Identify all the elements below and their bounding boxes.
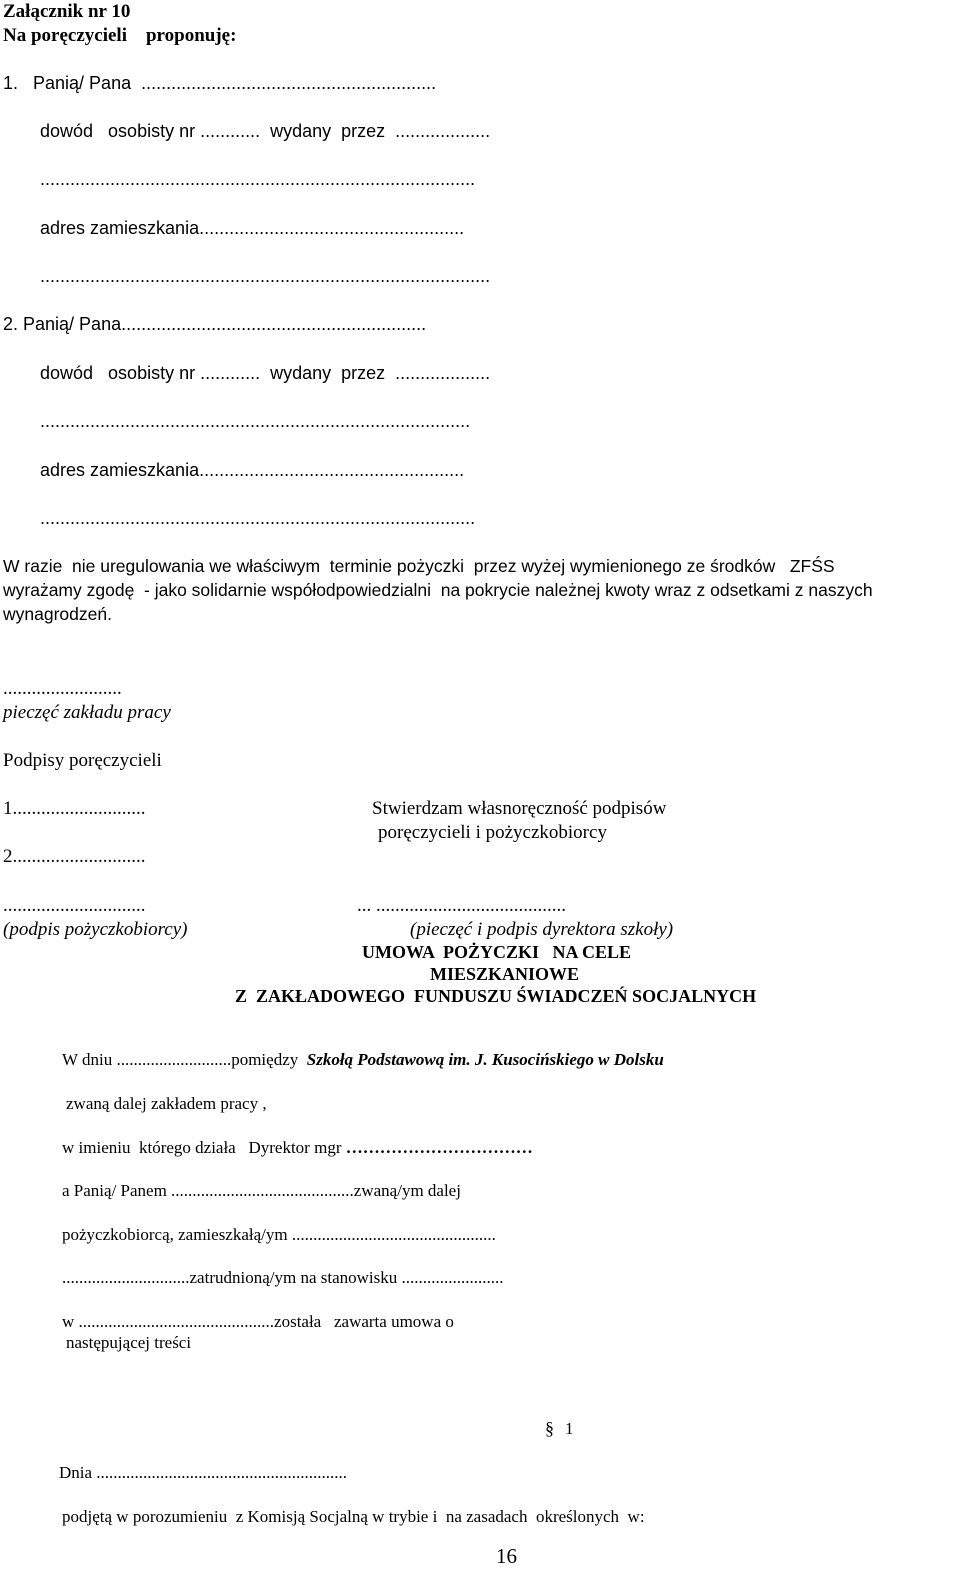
consent-line-2: wyrażamy zgodę - jako solidarnie współodpowiedzialni na pokrycie należnej kwoty wraz z odsetkami z naszych (3, 580, 873, 600)
signatures-heading: Podpisy poręczycieli (3, 750, 162, 771)
stamp-dots: ......................... (3, 678, 122, 699)
employment-line: ..............................zatrudnioną/ym na stanowisku ........................ (62, 1268, 504, 1287)
section-number: 1 (565, 1419, 574, 1438)
director-signature-label: (pieczęć i podpis dyrektora szkoły) (410, 919, 674, 940)
content-line: następującej treści (66, 1333, 192, 1352)
guarantor-2-address-continuation: ....................................................................................... (40, 508, 476, 528)
guarantor-1-id-continuation: ....................................................................................... (40, 169, 476, 189)
director-line (62, 1139, 533, 1156)
signature-2-line: 2............................ (3, 846, 146, 867)
borrower-signature-dots: .............................. (3, 895, 146, 916)
guarantor-2-address-line: adres zamieszkania..................................................... (40, 460, 465, 480)
guarantor-1-address-continuation: .......................................................................................... (40, 266, 491, 286)
legal-basis-line: podjętą w porozumieniu z Komisją Socjalną w trybie i na zasadach określonych w: (62, 1507, 645, 1526)
page-number: 16 (496, 1544, 517, 1568)
confirm-line-2: poręczycieli i pożyczkobiorcy (378, 822, 607, 843)
agreement-title-line-3: Z ZAKŁADOWEGO FUNDUSZU ŚWIADCZEŃ SOCJALNYCH (235, 986, 757, 1006)
signature-1-line: 1............................ (3, 798, 146, 819)
agreement-date-line (62, 1051, 664, 1068)
consent-line-1: W razie nie uregulowania we właściwym terminie pożyczki przez wyżej wymienionego ze środków ZFŚS (3, 556, 835, 576)
guarantor-2-id-continuation: ...................................................................................... (40, 411, 471, 431)
attachment-title: Załącznik nr 10 (3, 1, 131, 22)
director-signature-dots: ... ........................................ (357, 895, 566, 916)
attachment-subtitle: Na poręczycieli proponuję: (3, 25, 237, 46)
school-name: Szkołą Podstawową im. J. Kusocińskiego w Dolsku (306, 1050, 664, 1069)
borrower-signature-label: (podpis pożyczkobiorcy) (3, 919, 188, 940)
section-symbol: § (545, 1418, 554, 1438)
consent-line-3: wynagrodzeń. (3, 604, 112, 624)
director-line-text: w imieniu którego działa Dyrektor mgr (62, 1138, 342, 1157)
guarantor-1-id-line: dowód osobisty nr ............ wydany przez ................... (40, 121, 491, 141)
guarantor-2-id-line: dowód osobisty nr ............ wydany przez ................... (40, 363, 491, 383)
stamp-label: pieczęć zakładu pracy (3, 702, 171, 723)
place-line: w ..............................................została zawarta umowa o (62, 1312, 454, 1331)
guarantor-1-name-line: 1. Panią/ Pana ........................................................... (3, 73, 437, 93)
director-name-dots: …………………………… (345, 1138, 533, 1157)
residence-line: pożyczkobiorcą, zamieszkałą/ym ................................................ (62, 1225, 496, 1244)
confirm-line-1: Stwierdzam własnoręczność podpisów (372, 798, 667, 819)
guarantor-2-name-line: 2. Panią/ Pana............................................................. (3, 314, 427, 334)
dnia-line: Dnia ........................................................... (59, 1463, 348, 1482)
borrower-line: a Panią/ Panem ...........................................zwaną/ym dalej (62, 1181, 461, 1200)
agreement-title-line-1: UMOWA POŻYCZKI NA CELE (362, 942, 632, 962)
guarantor-1-address-line: adres zamieszkania..................................................... (40, 218, 465, 238)
agreement-title-line-2: MIESZKANIOWE (430, 964, 580, 984)
agreement-date-prefix: W dniu ...........................pomiędzy (62, 1050, 299, 1069)
employer-line: zwaną dalej zakładem pracy , (66, 1094, 267, 1113)
